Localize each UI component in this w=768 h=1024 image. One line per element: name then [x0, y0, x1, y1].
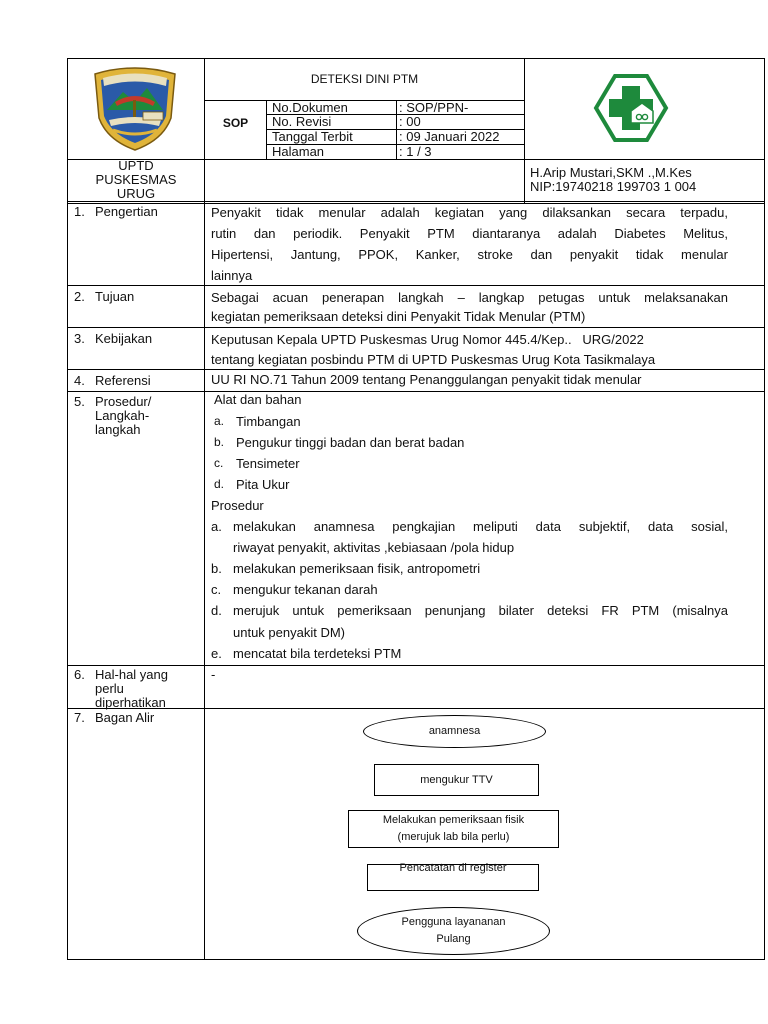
prosedur-step-a: melakukan anamnesa pengkajian meliputi data subjektif, data sosial,	[233, 519, 728, 534]
section-title-hal: Hal-hal yang	[95, 667, 168, 682]
document-title: DETEKSI DINI PTM	[310, 72, 419, 86]
kebijakan-line: tentang kegiatan posbindu PTM di UPTD Puskesmas Urug Kota Tasikmalaya	[211, 352, 656, 367]
alat-heading: Alat dan bahan	[214, 392, 302, 407]
pengertian-line: Hipertensi, Jantung, PPOK, Kanker, stroke dan penyakit tidak menular	[211, 247, 728, 262]
meta-value-tanggal-terbit: : 09 Januari 2022	[399, 129, 500, 144]
section-title-hal: diperhatikan	[95, 695, 166, 710]
tujuan-line: Sebagai acuan penerapan langkah – langkap petugas untuk melaksanakan	[211, 290, 728, 305]
prosedur-letter: a.	[211, 519, 222, 534]
pengertian-line: rutin dan periodik. Penyakit PTM diantaranya adalah Diabetes Melitus,	[211, 226, 728, 241]
org-name-line1: UPTD	[118, 158, 154, 173]
regional-emblem-logo	[89, 66, 181, 152]
pengertian-line: Penyakit tidak menular adalah kegiatan yang dilaksankan secara terpadu,	[211, 205, 728, 220]
alat-item: Pita Ukur	[236, 477, 290, 492]
org-name-line3: URUG	[116, 186, 156, 201]
signer-name: H.Arip Mustari,SKM .,M.Kes	[530, 165, 692, 180]
meta-label-no-dokumen: No.Dokumen	[272, 100, 348, 115]
meta-value-no-revisi: : 00	[399, 114, 421, 129]
prosedur-letter: e.	[211, 646, 222, 661]
meta-label-tanggal-terbit: Tanggal Terbit	[272, 129, 353, 144]
section-title-tujuan: Tujuan	[95, 289, 135, 304]
flow-step-pulang	[357, 907, 550, 955]
section-title-prosedur: Prosedur/	[95, 394, 152, 409]
section-number: 7.	[74, 710, 85, 725]
alat-item: Pengukur tinggi badan dan berat badan	[236, 435, 465, 450]
flow-step-label: Pencatatan di register	[399, 862, 507, 874]
meta-value-no-dokumen: : SOP/PPN-	[399, 100, 469, 115]
meta-value-halaman: : 1 / 3	[399, 144, 432, 159]
flow-step-label: Pulang	[436, 933, 471, 945]
flow-step-pemeriksaan-fisik	[348, 810, 559, 848]
puskesmas-logo	[593, 73, 669, 143]
alat-letter: c.	[214, 456, 224, 470]
section-number: 6.	[74, 667, 85, 682]
alat-letter: a.	[214, 414, 225, 428]
section-number: 1.	[74, 204, 85, 219]
prosedur-heading: Prosedur	[211, 498, 264, 513]
prosedur-step-c: mengukur tekanan darah	[233, 582, 378, 597]
prosedur-letter: c.	[211, 582, 222, 597]
referensi-text: UU RI NO.71 Tahun 2009 tentang Penanggulangan penyakit tidak menular	[211, 372, 642, 387]
org-name-line2: PUSKESMAS	[95, 172, 177, 187]
meta-label-halaman: Halaman	[272, 144, 325, 159]
section-title-pengertian: Pengertian	[95, 204, 158, 219]
prosedur-step-d: merujuk untuk pemeriksaan penunjang bilater deteksi FR PTM (misalnya	[233, 603, 728, 618]
alat-item: Timbangan	[236, 414, 301, 429]
section-number: 4.	[74, 373, 85, 388]
prosedur-step-e: mencatat bila terdeteksi PTM	[233, 646, 402, 661]
flow-step-pencatatan	[367, 864, 539, 891]
pengertian-line: lainnya	[211, 268, 253, 283]
section-title-hal: perlu	[95, 681, 124, 696]
kebijakan-line: Keputusan Kepala UPTD Puskesmas Urug Nomor 445.4/Kep.. URG/2022	[211, 332, 644, 347]
flow-step-mengukur-ttv	[374, 764, 539, 796]
prosedur-letter: b.	[211, 561, 222, 576]
meta-label-no-revisi: No. Revisi	[272, 114, 332, 129]
prosedur-step-b: melakukan pemeriksaan fisik, antropometri	[233, 561, 481, 576]
flow-step-label: anamnesa	[428, 725, 481, 737]
alat-letter: d.	[214, 477, 225, 491]
prosedur-step-d-cont: untuk penyakit DM)	[233, 625, 345, 640]
prosedur-step-a-cont: riwayat penyakit, aktivitas ,kebiasaan /pola hidup	[233, 540, 515, 555]
prosedur-letter: d.	[211, 603, 222, 618]
section-title-kebijakan: Kebijakan	[95, 331, 153, 346]
section-title-bagan-alir: Bagan Alir	[95, 710, 155, 725]
alat-letter: b.	[214, 435, 225, 449]
flow-step-label: Pengguna layananan	[401, 916, 506, 928]
tujuan-line: kegiatan pemeriksaan deteksi dini Penyakit Tidak Menular (PTM)	[211, 309, 586, 324]
signer-nip: NIP:19740218 199703 1 004	[530, 179, 697, 194]
section-title-prosedur: Langkah-	[95, 408, 150, 423]
hal-text: -	[211, 667, 216, 682]
section-title-referensi: Referensi	[95, 373, 151, 388]
flow-step-anamnesa	[363, 715, 546, 748]
flow-step-label: mengukur TTV	[420, 773, 493, 786]
section-title-prosedur: langkah	[95, 422, 141, 437]
flow-step-label: Melakukan pemeriksaan fisik	[382, 814, 525, 826]
flow-step-label: (merujuk lab bila perlu)	[397, 831, 510, 843]
alat-item: Tensimeter	[236, 456, 300, 471]
section-number: 2.	[74, 289, 85, 304]
sop-label: SOP	[222, 116, 249, 130]
section-number: 5.	[74, 394, 85, 409]
section-number: 3.	[74, 331, 85, 346]
